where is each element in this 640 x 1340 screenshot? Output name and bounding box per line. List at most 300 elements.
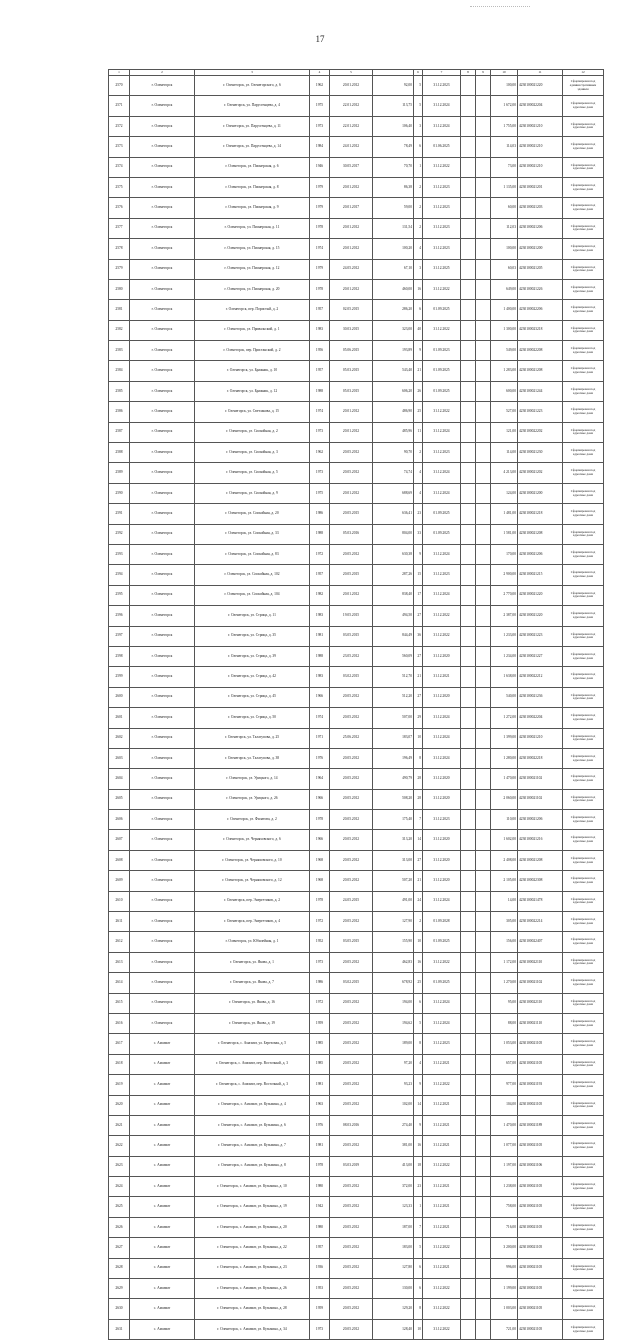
empty-b (476, 218, 491, 238)
deadline: 31.12.2023 (423, 443, 461, 463)
locality: с. Амазмат (130, 1177, 195, 1197)
note: Сформирован под адресные дома (563, 1034, 604, 1054)
build-year: 1988 (310, 524, 330, 544)
note: Сформирован под адресные дома (563, 646, 604, 666)
empty-a (461, 259, 476, 279)
registry-table-body (109, 76, 604, 1340)
count: 6 (414, 137, 423, 157)
count: 6 (414, 300, 423, 320)
count: 1 (414, 157, 423, 177)
amount: 1 399,00 (491, 728, 518, 748)
count: 14 (414, 1095, 423, 1115)
amount: 1 470,00 (491, 1115, 518, 1135)
locality: г. Оленегорск (130, 239, 195, 259)
address: г. Оленегорск, ул. Пионерская, д. 11 (195, 218, 310, 238)
cadastral-code: 4230100021226 (518, 279, 563, 299)
row-number: 2592 (109, 524, 130, 544)
cadastral-code: 4230100021105 (518, 1197, 563, 1217)
empty-b (476, 1156, 491, 1176)
amount: 996,00 (491, 1258, 518, 1278)
empty-a (461, 279, 476, 299)
empty-b (476, 341, 491, 361)
build-year: 1978 (310, 810, 330, 830)
count: 8 (414, 1034, 423, 1054)
empty-b (476, 1319, 491, 1339)
area: 512,70 (373, 667, 414, 687)
build-year: 1979 (310, 177, 330, 197)
area: 490,79 (373, 769, 414, 789)
area: 678,92 (373, 973, 414, 993)
empty-a (461, 239, 476, 259)
cadastral-code: 4230100021200 (518, 239, 563, 259)
locality: г. Оленегорск (130, 361, 195, 381)
table-row (109, 116, 604, 136)
note: Сформирован под адресные дома (563, 279, 604, 299)
deadline: 01.09.2025 (423, 504, 461, 524)
area: 804,00 (373, 524, 414, 544)
empty-a (461, 137, 476, 157)
locality: с. Амазмат (130, 1095, 195, 1115)
deadline: 31.12.2024 (423, 585, 461, 605)
amount: 100,00 (491, 239, 518, 259)
deadline: 31.12.2024 (423, 1013, 461, 1033)
reg-date: 20.05.2012 (330, 1217, 373, 1237)
locality: с. Амазмат (130, 1238, 195, 1258)
row-number: 2630 (109, 1299, 130, 1319)
note: Сформирован под адресные дома (563, 952, 604, 972)
area: 507,00 (373, 708, 414, 728)
table-row (109, 667, 604, 687)
amount: 600,00 (491, 381, 518, 401)
deadline: 31.12.2023 (423, 198, 461, 218)
amount: 1 638,00 (491, 667, 518, 687)
table-row (109, 1279, 604, 1299)
address: г. Оленегорск, с. Амазмат, ул. Кузьмина, д. 6 (195, 1115, 310, 1135)
row-number: 2595 (109, 585, 130, 605)
locality: г. Оленегорск (130, 259, 195, 279)
amount: 1 283,00 (491, 361, 518, 381)
note: Сформирован под адресные дома (563, 606, 604, 626)
deadline: 31.12.2022 (423, 320, 461, 340)
empty-b (476, 1217, 491, 1237)
cadastral-code: 4230100021218 (518, 504, 563, 524)
build-year: 1979 (310, 259, 330, 279)
column-header: 8 (461, 70, 476, 76)
reg-date: 20.05.2012 (330, 769, 373, 789)
area: 507,20 (373, 871, 414, 891)
build-year: 1968 (310, 850, 330, 870)
row-number: 2617 (109, 1034, 130, 1054)
column-header: 11 (518, 70, 563, 76)
table-row (109, 320, 604, 340)
build-year: 1966 (310, 789, 330, 809)
reg-date: 20.05.2012 (330, 789, 373, 809)
deadline: 01.09.2023 (423, 341, 461, 361)
empty-a (461, 585, 476, 605)
note: Сформирован под адресные дома (563, 504, 604, 524)
address: г. Оленегорск, пер. Энергетиков, д. 2 (195, 891, 310, 911)
empty-a (461, 871, 476, 891)
reg-date: 02.05.2015 (330, 300, 373, 320)
note: Сформирован под адресные дома (563, 667, 604, 687)
count: 8 (414, 748, 423, 768)
amount: 2 900,00 (491, 565, 518, 585)
empty-a (461, 381, 476, 401)
area: 196,49 (373, 748, 414, 768)
deadline: 31.12.2022 (423, 952, 461, 972)
note: Сформирован под адресные дома (563, 687, 604, 707)
cadastral-code: 4230100021206 (518, 810, 563, 830)
address: г. Оленегорск, ул. Пионерская, д. 8 (195, 177, 310, 197)
reg-date: 20.05.2012 (330, 1197, 373, 1217)
row-number: 2620 (109, 1095, 130, 1115)
note: Сформирован под адресные дома (563, 402, 604, 422)
locality: г. Оленегорск (130, 585, 195, 605)
deadline: 31.12.2022 (423, 157, 461, 177)
amount: 1 270,00 (491, 973, 518, 993)
deadline: 01.09.2025 (423, 300, 461, 320)
empty-a (461, 626, 476, 646)
row-number: 2599 (109, 667, 130, 687)
note: Сформирован под адресные дома (563, 381, 604, 401)
deadline: 01.09.2025 (423, 973, 461, 993)
address: г. Оленегорск, ул. Юбилейная, д. 1 (195, 932, 310, 952)
locality: г. Оленегорск (130, 728, 195, 748)
empty-b (476, 483, 491, 503)
amount: 2 060,00 (491, 789, 518, 809)
row-number: 2602 (109, 728, 130, 748)
deadline: 31.12.2024 (423, 116, 461, 136)
cadastral-code: 4230100021236 (518, 687, 563, 707)
address: г. Оленегорск, ул. Пионерская, д. 6 (195, 157, 310, 177)
amount: 1 053,00 (491, 1034, 518, 1054)
address: г. Оленегорск, ул. Спокойная, д. 83 (195, 544, 310, 564)
empty-b (476, 748, 491, 768)
count: 10 (414, 932, 423, 952)
reg-date: 20.05.2012 (330, 1238, 373, 1258)
reg-date: 20.05.2012 (330, 1095, 373, 1115)
locality: с. Амазмат (130, 1279, 195, 1299)
address: г. Оленегорск, с. Амазмат, ул. Кузьмина, д. 7 (195, 1136, 310, 1156)
build-year: 1952 (310, 932, 330, 952)
build-year: 1975 (310, 96, 330, 116)
empty-b (476, 320, 491, 340)
empty-a (461, 830, 476, 850)
count: 6 (414, 993, 423, 1013)
build-year: 1985 (310, 1054, 330, 1074)
row-number: 2627 (109, 1238, 130, 1258)
table-row (109, 524, 604, 544)
build-year: 1968 (310, 871, 330, 891)
cadastral-code: 4230100021210 (518, 728, 563, 748)
empty-b (476, 422, 491, 442)
area: 494,50 (373, 606, 414, 626)
row-number: 2594 (109, 565, 130, 585)
empty-a (461, 443, 476, 463)
amount: 104,00 (491, 1095, 518, 1115)
table-row (109, 850, 604, 870)
deadline: 31.12.2024 (423, 422, 461, 442)
note: Сформирован под адресные дома (563, 463, 604, 483)
reg-date: 05.06.2015 (330, 341, 373, 361)
build-year: 1959 (310, 1013, 330, 1033)
amount: 2 770,00 (491, 585, 518, 605)
empty-a (461, 422, 476, 442)
area: 130,00 (373, 1279, 414, 1299)
area: 128,40 (373, 1319, 414, 1339)
area: 74,74 (373, 463, 414, 483)
cadastral-code: 4230100021205 (518, 259, 563, 279)
cadastral-code: 4230100023218 (518, 320, 563, 340)
row-number: 2613 (109, 952, 130, 972)
deadline: 31.12.2022 (423, 606, 461, 626)
amount: 60,03 (491, 259, 518, 279)
note: Сформирован под адресные дома (563, 871, 604, 891)
note: Сформирован под адресные дома (563, 769, 604, 789)
empty-b (476, 137, 491, 157)
deadline: 31.12.2023 (423, 565, 461, 585)
deadline: 31.12.2021 (423, 1258, 461, 1278)
reg-date: 20.05.2012 (330, 1299, 373, 1319)
build-year: 1988 (310, 646, 330, 666)
row-number: 2588 (109, 443, 130, 463)
column-header: 10 (491, 70, 518, 76)
area: 460,00 (373, 279, 414, 299)
empty-b (476, 96, 491, 116)
note: Сформирован под адресные дома (563, 932, 604, 952)
build-year: 1973 (310, 1319, 330, 1339)
address: г. Оленегорск, с. Амазмат, ул. Кузьмина, д. 10 (195, 1177, 310, 1197)
note: Сформирован под адресные дома (563, 1054, 604, 1074)
row-number: 2604 (109, 769, 130, 789)
deadline: 31.12.2022 (423, 279, 461, 299)
deadline: 31.12.2023 (423, 1034, 461, 1054)
cadastral-code: 4230100021102 (518, 789, 563, 809)
amount: 2 408,00 (491, 850, 518, 870)
reg-date: 03.02.2015 (330, 667, 373, 687)
empty-a (461, 973, 476, 993)
row-number: 2573 (109, 137, 130, 157)
deadline: 31.12.2021 (423, 667, 461, 687)
amount: 1 197,00 (491, 1156, 518, 1176)
address: г. Оленегорск, пер. Пористый, д. 2 (195, 300, 310, 320)
area: 194,62 (373, 1013, 414, 1033)
empty-a (461, 708, 476, 728)
table-row (109, 1319, 604, 1339)
reg-date: 20.05.2012 (330, 708, 373, 728)
empty-b (476, 565, 491, 585)
address: г. Оленегорск, ул. Пионерская, д. 15 (195, 239, 310, 259)
row-number: 2611 (109, 912, 130, 932)
empty-b (476, 361, 491, 381)
count: 28 (414, 769, 423, 789)
build-year: 1942 (310, 1197, 330, 1217)
empty-a (461, 748, 476, 768)
row-number: 2581 (109, 300, 130, 320)
count: 26 (414, 381, 423, 401)
empty-b (476, 259, 491, 279)
note: Сформирован под адресные дома (563, 789, 604, 809)
empty-b (476, 198, 491, 218)
count: 40 (414, 320, 423, 340)
area: 313,00 (373, 850, 414, 870)
area: 90,70 (373, 443, 414, 463)
note: Сформирован под адресные дома (563, 300, 604, 320)
amount: 1 672,00 (491, 96, 518, 116)
address: г. Оленегорск, ул. Якова, д. 16 (195, 993, 310, 1013)
build-year: 1973 (310, 422, 330, 442)
area: 560,09 (373, 646, 414, 666)
address: г. Оленегорск, ул. Спокойная, д. 104 (195, 585, 310, 605)
cadastral-code: 4230100021244 (518, 381, 563, 401)
count: 23 (414, 1177, 423, 1197)
table-row (109, 157, 604, 177)
area: 123,33 (373, 1197, 414, 1217)
deadline: 31.12.2021 (423, 1115, 461, 1135)
empty-a (461, 218, 476, 238)
table-row (109, 932, 604, 952)
area: 78,49 (373, 137, 414, 157)
column-header: 6 (414, 70, 423, 76)
reg-date: 20.01.2012 (330, 279, 373, 299)
address: г. Оленегорск, ул. Спокойная, д. 5 (195, 463, 310, 483)
note: Сформирован под адресные дома (563, 1136, 604, 1156)
row-number: 2593 (109, 544, 130, 564)
cadastral-code: 4230100021105 (518, 1095, 563, 1115)
reg-date: 20.05.2012 (330, 544, 373, 564)
note: Сформирован под адресные дома (563, 422, 604, 442)
amount: 1 234,00 (491, 646, 518, 666)
note: Сформирован под адресные дома (563, 748, 604, 768)
deadline: 31.12.2022 (423, 1319, 461, 1339)
table-row (109, 96, 604, 116)
cadastral-code: 4230100021223 (518, 402, 563, 422)
area: 486,90 (373, 402, 414, 422)
reg-date: 20.01.2012 (330, 177, 373, 197)
note: Сформирован под адресные дома (563, 443, 604, 463)
amount: 1 003,00 (491, 1299, 518, 1319)
note: Сформирован под адресные дома (563, 137, 604, 157)
row-number: 2616 (109, 1013, 130, 1033)
address: г. Оленегорск, ул. Спокойная, д. 20 (195, 504, 310, 524)
row-number: 2625 (109, 1197, 130, 1217)
reg-date: 05.03.2015 (330, 361, 373, 381)
row-number: 2629 (109, 1279, 130, 1299)
address: г. Оленегорск, ул. Якова, д. 7 (195, 973, 310, 993)
cadastral-code: 4230100022110 (518, 993, 563, 1013)
address: г. Оленегорск, ул. Бражник, д. 10 (195, 361, 310, 381)
amount: 527,00 (491, 402, 518, 422)
count: 2 (414, 443, 423, 463)
cadastral-code: 4230100021105 (518, 1136, 563, 1156)
area: 323,00 (373, 320, 414, 340)
deadline: 31.12.2024 (423, 708, 461, 728)
build-year: 1972 (310, 544, 330, 564)
build-year: 1956 (310, 341, 330, 361)
deadline: 31.12.2021 (423, 1095, 461, 1115)
build-year: 1988 (310, 381, 330, 401)
amount: 2 105,00 (491, 871, 518, 891)
reg-date: 20.05.2012 (330, 463, 373, 483)
row-number: 2575 (109, 177, 130, 197)
table-row (109, 483, 604, 503)
reg-date: 20.05.2015 (330, 504, 373, 524)
note: Сформирован под адресные дома (563, 157, 604, 177)
count: 10 (414, 728, 423, 748)
cadastral-code: 4230100022407 (518, 932, 563, 952)
build-year: 1978 (310, 1156, 330, 1176)
note: Сформирован под адресные дома (563, 1197, 604, 1217)
locality: с. Амазмат (130, 1115, 195, 1135)
cadastral-code: 4230100021105 (518, 1299, 563, 1319)
note: Сформирован под адресные дома (563, 218, 604, 238)
locality: г. Оленегорск (130, 524, 195, 544)
reg-date: 20.05.2012 (330, 850, 373, 870)
locality: г. Оленегорск (130, 748, 195, 768)
count: 5 (414, 1013, 423, 1033)
address: г. Оленегорск, с. Амазмат, ул. Кузьмина, д. 23 (195, 1258, 310, 1278)
area: 86,38 (373, 177, 414, 197)
empty-b (476, 1115, 491, 1135)
empty-a (461, 483, 476, 503)
table-row (109, 1013, 604, 1033)
area: 286,20 (373, 300, 414, 320)
table-row (109, 1095, 604, 1115)
area: 462,83 (373, 952, 414, 972)
count: 21 (414, 667, 423, 687)
count: 6 (414, 1258, 423, 1278)
table-row (109, 1115, 604, 1135)
count: 7 (414, 810, 423, 830)
table-row (109, 1217, 604, 1237)
locality: г. Оленегорск (130, 830, 195, 850)
reg-date: 22.01.2012 (330, 116, 373, 136)
address: г. Оленегорск, с. Амазмат, ул. Кузьмина, д. 22 (195, 1238, 310, 1258)
count: 36 (414, 626, 423, 646)
row-number: 2576 (109, 198, 130, 218)
note: Сформирован под адресные дома (563, 1299, 604, 1319)
count: 21 (414, 871, 423, 891)
empty-b (476, 667, 491, 687)
note: Сформирован под адресные дома (563, 524, 604, 544)
address: г. Оленегорск, пер. Энергетиков, д. 4 (195, 912, 310, 932)
count: 9 (414, 341, 423, 361)
table-row (109, 76, 604, 96)
table-row (109, 218, 604, 238)
reg-date: 24.05.2012 (330, 259, 373, 279)
column-header: 4 (310, 70, 330, 76)
table-row (109, 1156, 604, 1176)
build-year: 1978 (310, 218, 330, 238)
count: 24 (414, 891, 423, 911)
cadastral-code: 4230100022212 (518, 667, 563, 687)
reg-date: 03.05.2015 (330, 932, 373, 952)
empty-a (461, 789, 476, 809)
address: г. Оленегорск, ул. Филатова, д. 2 (195, 810, 310, 830)
count: 21 (414, 361, 423, 381)
empty-b (476, 279, 491, 299)
address: г. Оленегорск, ул. Стрица, д. 35 (195, 626, 310, 646)
empty-b (476, 708, 491, 728)
note: Сформирован под адресные дома (563, 1258, 604, 1278)
address: г. Оленегорск, ул. Спокойная, д. 3 (195, 443, 310, 463)
area: 129,20 (373, 1299, 414, 1319)
empty-b (476, 1013, 491, 1033)
amount: 170,00 (491, 544, 518, 564)
address: г. Оленегорск, ул. Пионерская, д. 9 (195, 198, 310, 218)
locality: г. Оленегорск (130, 932, 195, 952)
reg-date: 25.06.2012 (330, 728, 373, 748)
